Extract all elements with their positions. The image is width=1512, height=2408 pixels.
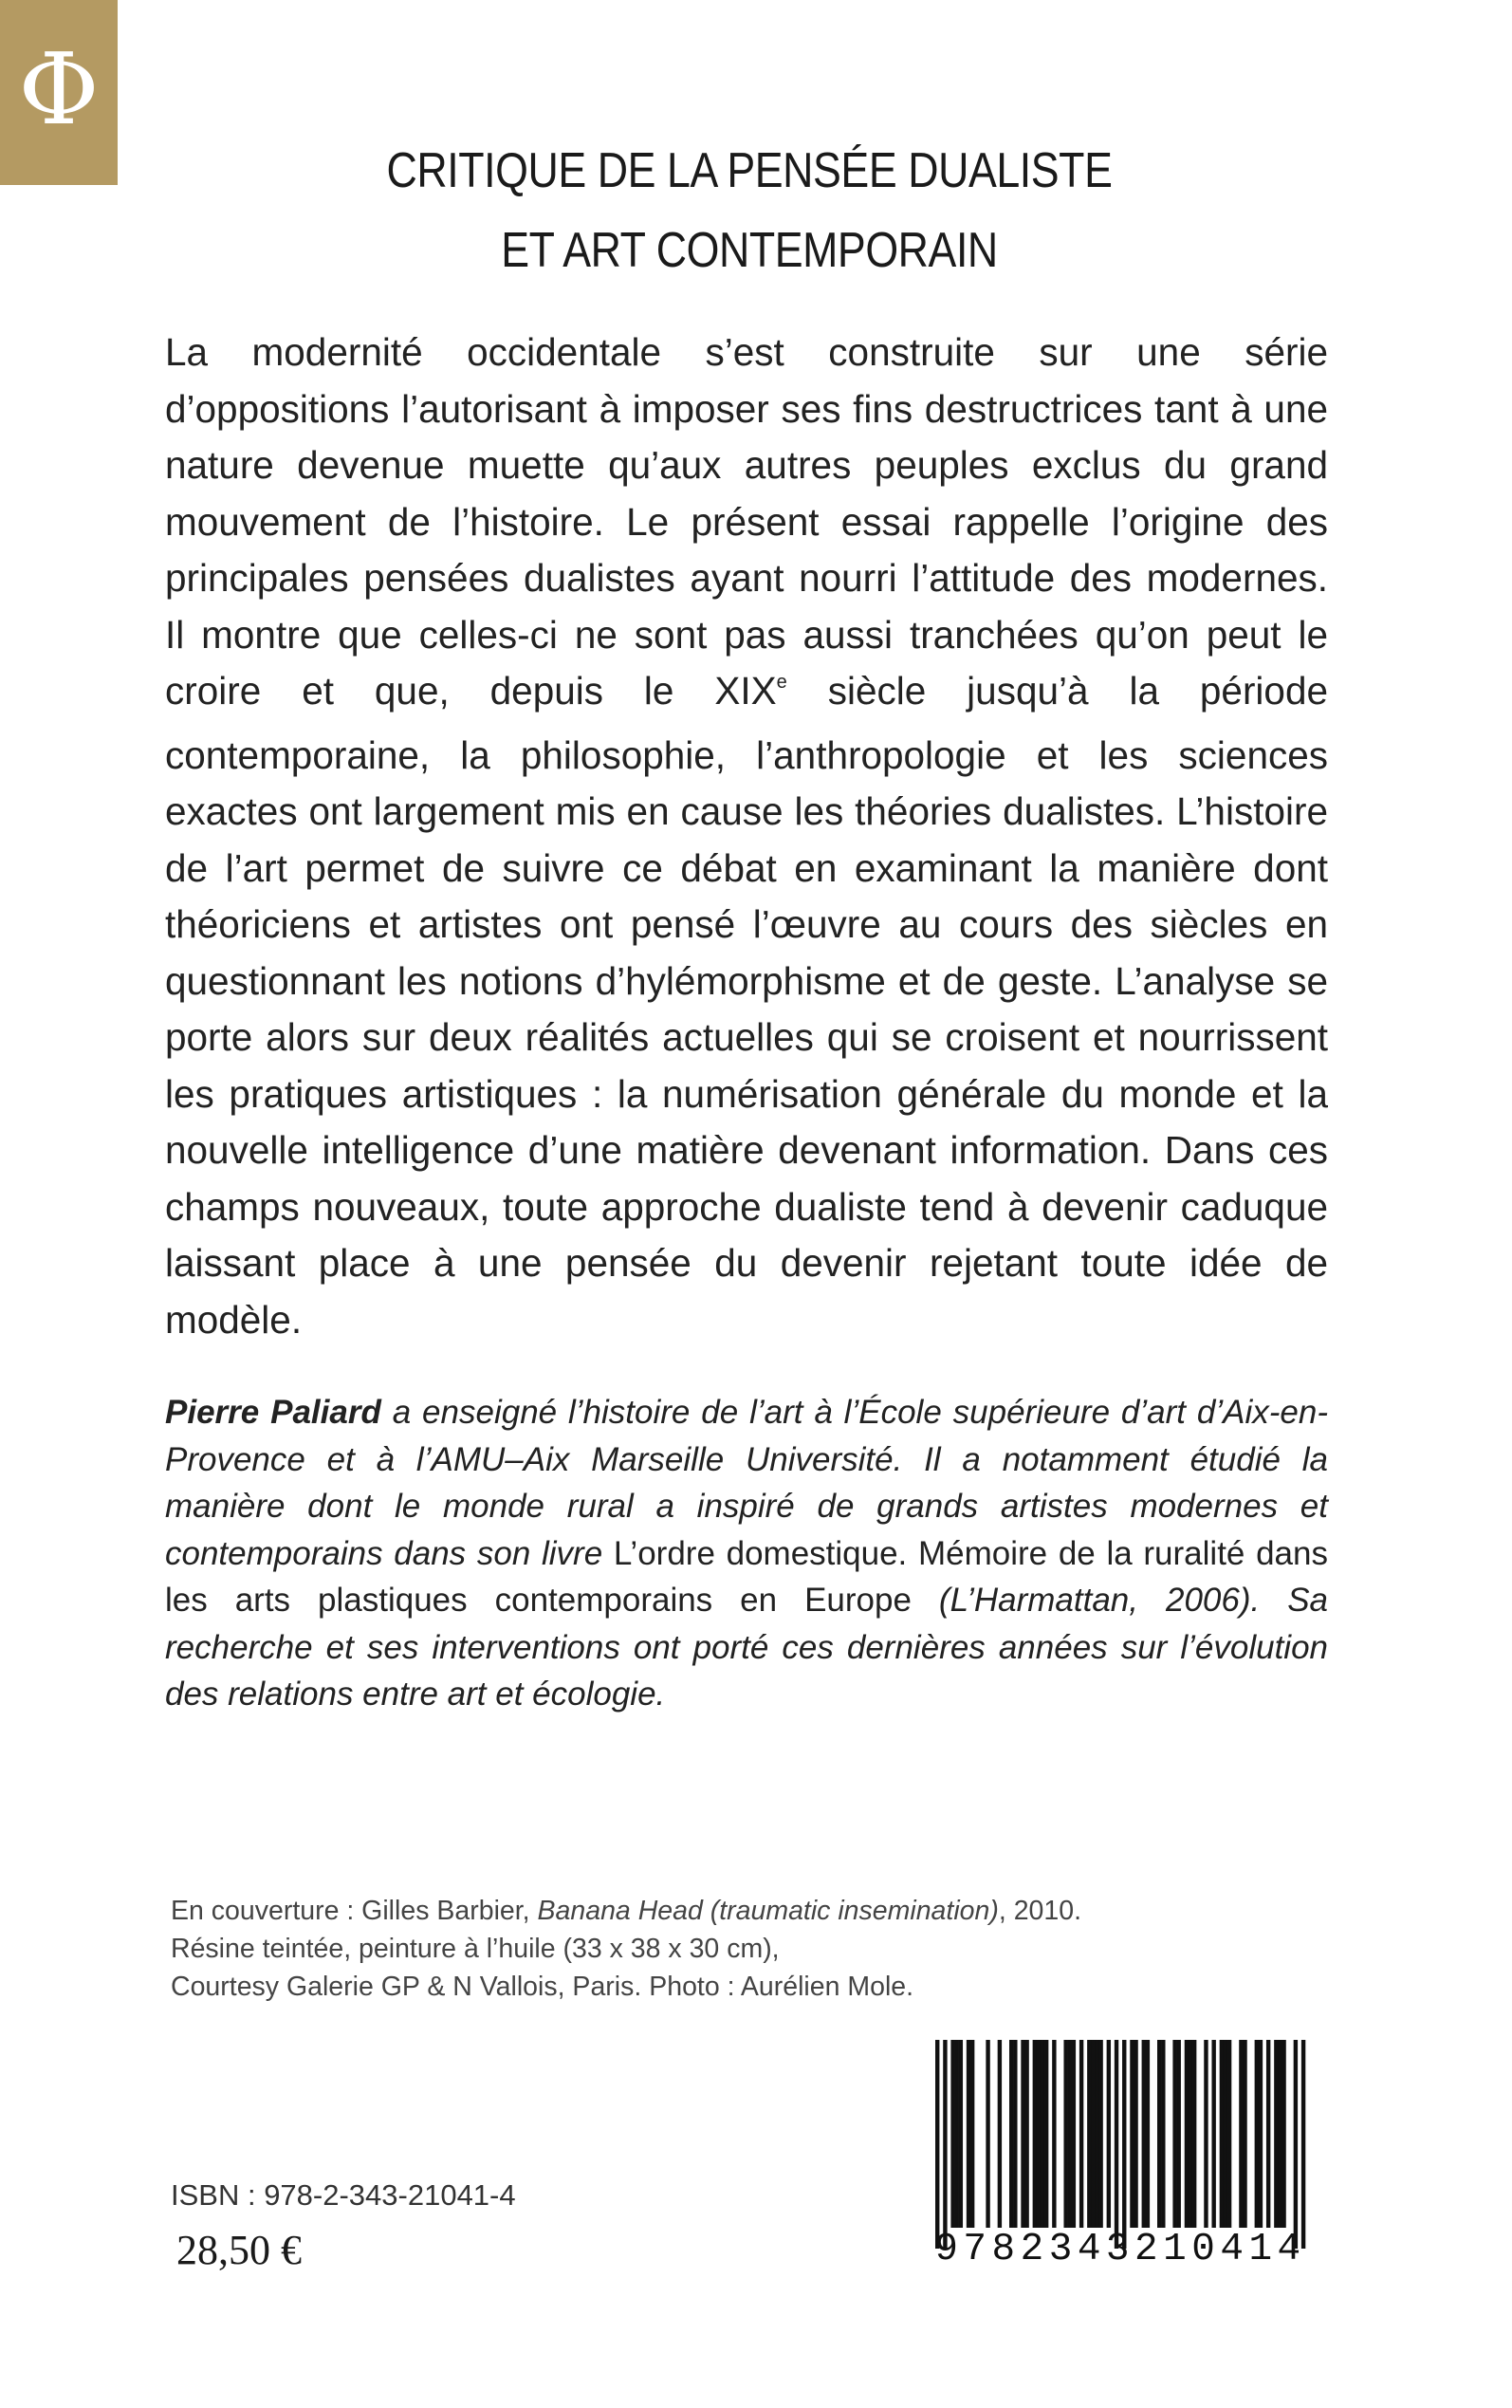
barcode-bar — [1033, 2040, 1037, 2228]
barcode-bar — [1098, 2040, 1102, 2228]
barcode-bar — [1091, 2040, 1095, 2228]
barcode-bar — [1239, 2040, 1243, 2228]
credits-line-1-prefix: En couverture : Gilles Barbier, — [171, 1896, 538, 1926]
barcode-bar — [1172, 2040, 1176, 2228]
credits-line-1-suffix: , 2010. — [998, 1896, 1082, 1926]
barcode-bar — [1227, 2040, 1231, 2228]
barcode-bar — [1115, 2040, 1118, 2249]
barcode-bar — [1063, 2040, 1067, 2228]
barcode-bar — [955, 2040, 959, 2228]
barcode-bar — [1072, 2040, 1076, 2228]
barcode-digits: 9782343210414 — [934, 2228, 1306, 2271]
barcode-bar — [1192, 2040, 1196, 2228]
barcode-bar — [1185, 2040, 1189, 2228]
barcode-bar — [1107, 2040, 1111, 2228]
barcode-bar — [1161, 2040, 1165, 2228]
barcode-bar — [1278, 2040, 1282, 2228]
barcode-bar — [986, 2040, 989, 2228]
barcode-bar — [1122, 2040, 1126, 2249]
barcode-bar — [1095, 2040, 1098, 2228]
barcode-bar — [959, 2040, 963, 2228]
summary-text-part-2: siècle jusqu’à la période contemporaine, la philosophie, l’anthropologie et les sciences exactes ont largement mis en cause les théories dualistes. L’histoire de l’art permet de suivre ce débat en examinant la manière dont théoriciens et artistes ont pensé l’œuvre au cours des siècles en questionnant les notions d’hylémorphisme et de geste. L’analyse se porte alors sur deux réalités actuelles qui se croisent et nourrissent les pratiques artistiques : la numérisation générale du monde et la nouvelle intelligence d’une matière devenant information. Dans ces champs nouveaux, toute approche dualiste tend à devenir caduque laissant place à une pensée du devenir rejetant toute idée de modèle. — [165, 669, 1328, 1342]
book-title-line-1: CRITIQUE DE LA PENSÉE DUALISTE — [386, 143, 1113, 198]
barcode-bar — [950, 2040, 954, 2228]
barcode-bar — [1130, 2040, 1134, 2228]
barcode-bar — [1037, 2040, 1041, 2228]
barcode-bar — [1079, 2040, 1083, 2228]
barcode-bar — [1044, 2040, 1048, 2228]
barcode-bar — [935, 2040, 939, 2249]
barcode-bar — [1274, 2040, 1278, 2228]
barcode-bar — [1211, 2040, 1215, 2228]
barcode-bar — [1134, 2040, 1137, 2228]
barcode — [913, 2040, 1328, 2277]
credits-line-2: Résine teintée, peinture à l’huile (33 x 38 x 30 cm), — [171, 1934, 780, 1964]
book-title-line-2: ET ART CONTEMPORAIN — [501, 223, 998, 278]
author-bio — [165, 1389, 1328, 1718]
barcode-bar — [1204, 2040, 1208, 2228]
barcode-bar — [1142, 2040, 1146, 2228]
publisher-logo — [0, 0, 118, 185]
barcode-bar — [1087, 2040, 1091, 2228]
credits-line-1 — [171, 1892, 1119, 1930]
barcode-bar — [1068, 2040, 1072, 2228]
barcode-bar — [1024, 2040, 1028, 2228]
barcode-bar — [1301, 2040, 1305, 2249]
barcode-bar — [998, 2040, 1002, 2228]
barcode-bar — [1266, 2040, 1270, 2228]
barcode-bar — [1243, 2040, 1246, 2228]
barcode-bar — [1220, 2040, 1224, 2228]
barcode-bar — [1294, 2040, 1298, 2249]
isbn-label: ISBN : 978-2-343-21041-4 — [171, 2178, 516, 2212]
credits-artwork-title: Banana Head (traumatic insemination) — [537, 1896, 999, 1926]
barcode-bar — [1009, 2040, 1013, 2228]
phi-logo-glyph: Φ — [18, 30, 100, 147]
barcode-bar — [1282, 2040, 1285, 2228]
barcode-bar — [1224, 2040, 1227, 2228]
barcode-bar — [1177, 2040, 1181, 2228]
barcode-bar — [1189, 2040, 1192, 2228]
barcode-bar — [1013, 2040, 1017, 2228]
credits-line-3: Courtesy Galerie GP & N Vallois, Paris. Photo : Aurélien Mole. — [171, 1972, 914, 2002]
barcode-bar — [1021, 2040, 1024, 2228]
summary-superscript: e — [776, 672, 787, 693]
bio-text-part-1: a enseigné l’histoire de l’art à l’École supérieure d’art d’Aix-en-Provence et à l’AMU–Aix Marseille Université. Il a notamment étudié la manière dont le monde rural a inspiré de grands artistes modernes et contemporains dans son livre — [165, 1394, 1328, 1572]
summary-text-part-1: La modernité occidentale s’est construite sur une série d’oppositions l’autorisant à imposer ses fins destructrices tant à une nature devenue muette qu’aux autres peuples exclus du grand mouvement de l’histoire. Le présent essai rappelle l’origine des principales pensées dualistes ayant nourri l’attitude des modernes. Il montre que celles-ci ne sont pas aussi tranchées qu’on peut le croire et que, depuis le XIX — [165, 330, 1328, 713]
barcode-bar — [1041, 2040, 1044, 2228]
barcode-bar — [1157, 2040, 1161, 2228]
barcode-bar — [943, 2040, 947, 2249]
barcode-bar — [1146, 2040, 1150, 2228]
barcode-bar — [967, 2040, 970, 2228]
author-name: Pierre Paliard — [165, 1394, 381, 1431]
barcode-bar — [1259, 2040, 1263, 2228]
book-title — [268, 131, 1231, 290]
cover-credits — [171, 1892, 1119, 2006]
book-summary — [165, 324, 1328, 1348]
bio-text-part-2: (L’Harmattan, 2006). Sa recherche et ses interventions ont porté ces dernières années sur l’évolution des relations entre art et écologie. — [165, 1582, 1329, 1713]
bio-book-title: L’ordre domestique. Mémoire de la ruralité dans les arts plastiques contemporains en Europe — [165, 1534, 1328, 1619]
price-label: 28,50 € — [176, 2227, 302, 2273]
barcode-bar — [1052, 2040, 1056, 2228]
barcode-bar — [1255, 2040, 1259, 2228]
barcode-bar — [970, 2040, 974, 2228]
